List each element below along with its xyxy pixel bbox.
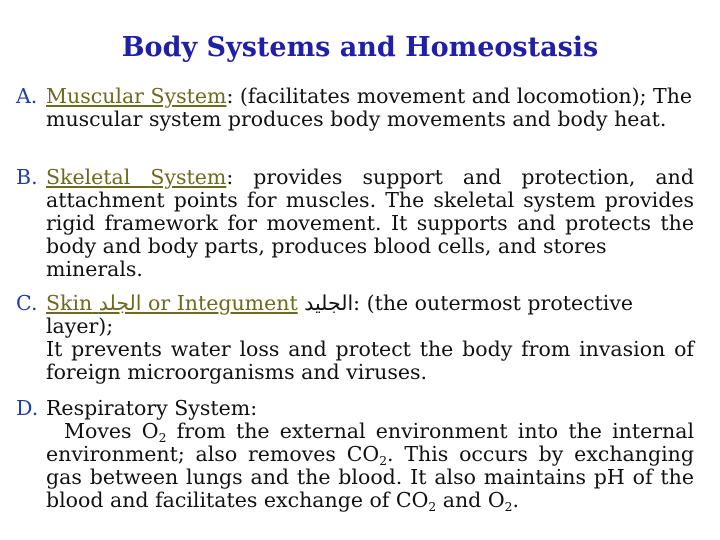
list-item-skeletal <box>16 166 694 281</box>
item-line: foreign microorganisms and viruses. <box>46 360 428 384</box>
item-heading: Respiratory System: <box>46 396 258 420</box>
term-link[interactable]: Muscular System <box>46 84 227 108</box>
item-line: Moves $O_2$ from the external environment into the internal <box>64 419 694 445</box>
list-item-respiratory <box>16 397 694 512</box>
item-line: body and body parts, produces blood cells, and stores minerals. <box>46 234 607 281</box>
item-line: gas between lungs and the blood. It also maintains pH of the <box>46 465 694 489</box>
item-line: attachment points for muscles. The skeletal system provides <box>46 188 694 212</box>
item-line: environment; also removes $CO_2$. This occurs by exchanging <box>46 442 694 468</box>
list-item-skin <box>16 292 694 384</box>
item-letter: D. <box>16 396 39 420</box>
item-line: muscular system produces body movements and body heat. <box>46 107 667 131</box>
item-letter: A. <box>16 84 38 108</box>
page-title: Body Systems and Homeostasis <box>121 32 599 63</box>
item-line: It prevents water loss and protect the body from invasion of <box>46 337 694 361</box>
term-link[interactable]: System <box>150 165 227 189</box>
list-item-muscular <box>16 85 694 131</box>
item-line: Skin الجلد or Integument الجليد: (the outermost protective layer); <box>46 291 634 338</box>
item-line: blood and facilitates exchange of $CO_2$ and $O_2$. <box>46 488 519 514</box>
item-letter: C. <box>16 291 38 315</box>
item-line: Muscular System: (facilitates movement and locomotion); The <box>46 84 693 108</box>
item-line: rigid framework for movement. It supports and protects the <box>46 211 694 235</box>
item-line: Skeletal System: provides support and protection, and <box>46 165 694 189</box>
term-link[interactable]: Skeletal <box>46 165 151 189</box>
item-letter: B. <box>16 165 38 189</box>
term-link[interactable]: Skin الجلد or Integument <box>46 291 298 315</box>
